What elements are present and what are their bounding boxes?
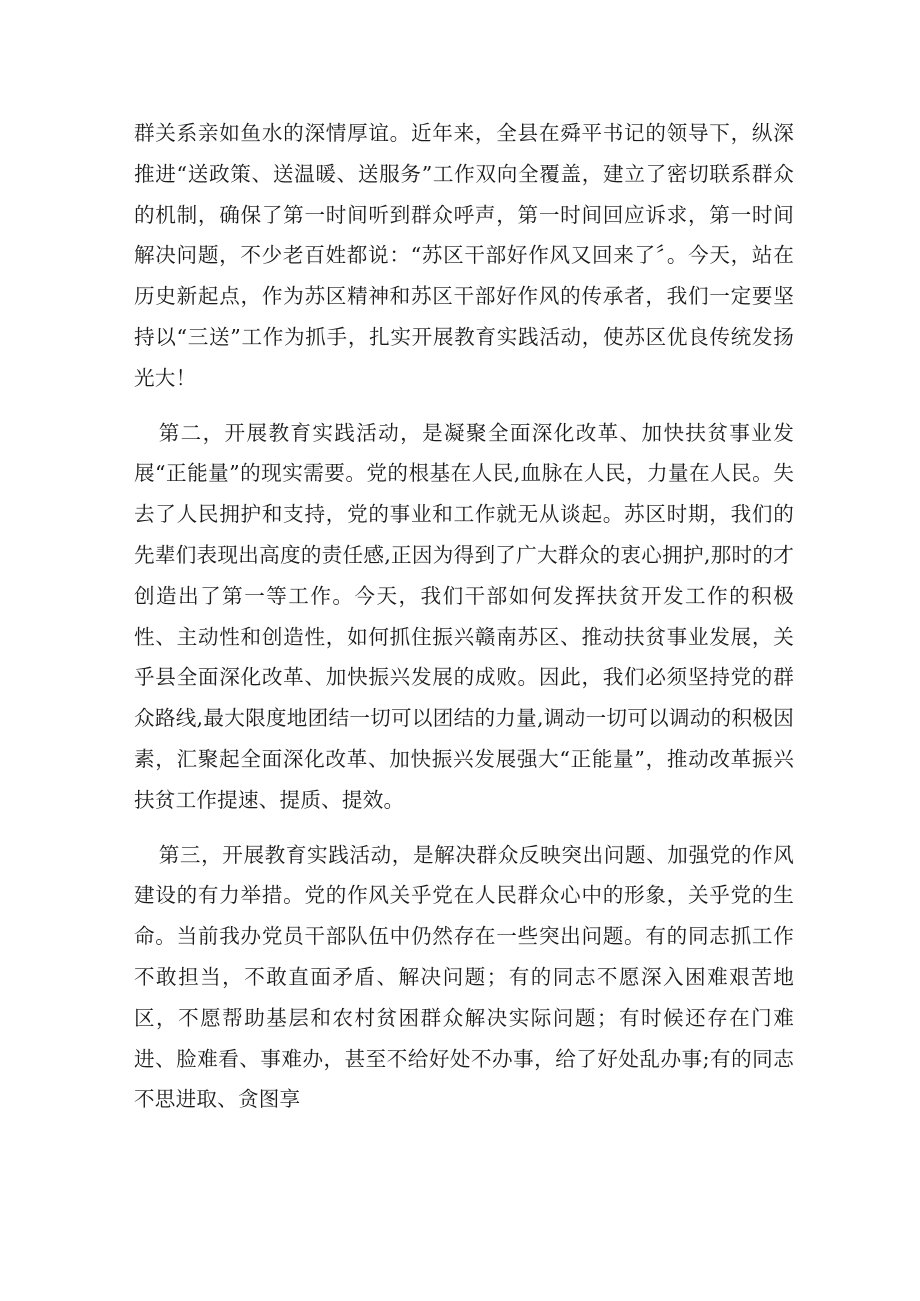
document-body xyxy=(134,113,794,1134)
paragraph-continuation: 群关系亲如鱼水的深情厚谊。近年来，全县在舜平书记的领导下，纵深推进“送政策、送温暖、送服务”工作双向全覆盖，建立了密切联系群众的机制，确保了第一时间听到群众呼声，第一时间回应诉求，第一时间解决问题，不少老百姓都说：“苏区干部好作风又回来了〞。今天，站在历史新起点，作为苏区精神和苏区干部好作风的传承者，我们一定要坚持以“三送”工作为抓手，扎实开展教育实践活动，使苏区优良传统发扬光大！ xyxy=(134,121,794,390)
paragraph-second: 第二，开展教育实践活动，是凝聚全面深化改革、加快扶贫事业发展“正能量”的现实需要。党的根基在人民,血脉在人民，力量在人民。失去了人民拥护和支持，党的事业和工作就无从谈起。苏区时期，我们的先辈们表现出高度的责任感,正因为得到了广大群众的衷心拥护,那时的才创造出了第一等工作。今天，我们干部如何发挥扶贫开发工作的积极性、主动性和创造性，如何抓住振兴赣南苏区、推动扶贫事业发展，关乎县全面深化改革、加快振兴发展的成败。因此，我们必须坚持党的群众路线,最大限度地团结一切可以团结的力量,调动一切可以调动的积极因素，汇聚起全面深化改革、加快振兴发展强大“正能量”，推动改革振兴扶贫工作提速、提质、提效。 xyxy=(134,420,794,812)
paragraph-third: 第三，开展教育实践活动，是解决群众反映突出问题、加强党的作风建设的有力举措。党的作风关乎党在人民群众心中的形象，关乎党的生命。当前我办党员干部队伍中仍然存在一些突出问题。有的同志抓工作不敢担当，不敢直面矛盾、解决问题；有的同志不愿深入困难艰苦地区，不愿帮助基层和农村贫困群众解决实际问题；有时候还存在门难进、脸难看、事难办，甚至不给好处不办事，给了好处乱办事;有的同志不思进取、贪图享 xyxy=(134,842,794,1112)
